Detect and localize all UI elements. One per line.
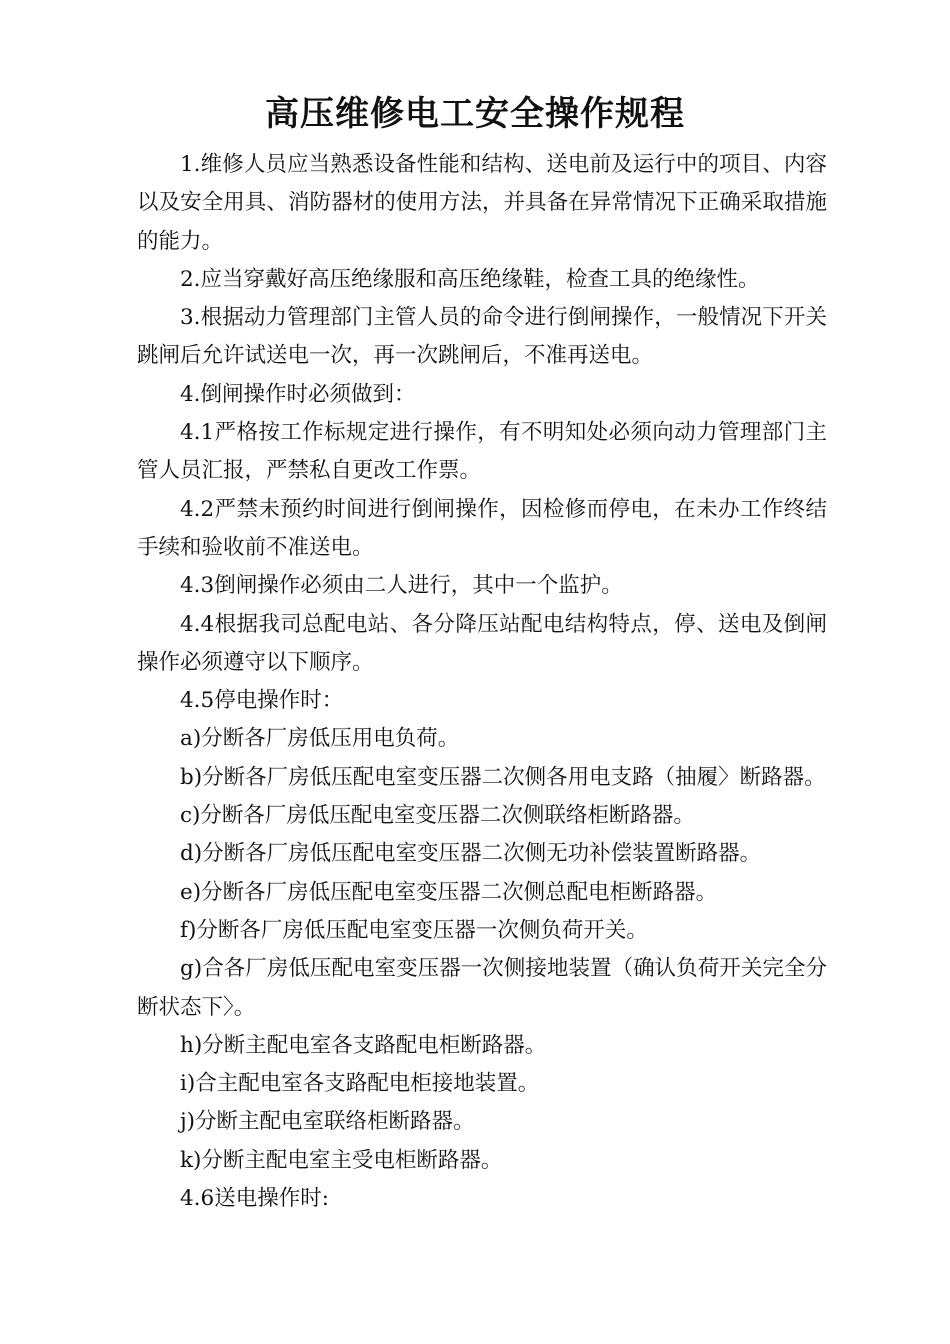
list-item-e: e)分断各厂房低压配电室变压器二次侧总配电柜断路器。	[180, 879, 718, 905]
list-item-b: b)分断各厂房低压配电室变压器二次侧各用电支路（抽履〉断路器。	[180, 764, 826, 790]
list-item-j: j)分断主配电室联络柜断路器。	[180, 1109, 475, 1135]
list-item-a: a)分断各厂房低压用电负荷。	[180, 726, 460, 752]
document-title: 高压维修电工安全操作规程	[265, 94, 685, 134]
paragraph-4-6: 4.6送电操作时:	[180, 1186, 329, 1212]
paragraph-4-3: 4.3倒闸操作必须由二人进行，其中一个监护。	[180, 573, 623, 599]
list-item-h: h)分断主配电室各支路配电柜断路器。	[180, 1032, 547, 1058]
list-item-d: d)分断各厂房低压配电室变压器二次侧无功补偿装置断路器。	[180, 841, 762, 867]
list-item-c: c)分断各厂房低压配电室变压器二次侧联络柜断路器。	[180, 803, 695, 829]
list-item-i: i)合主配电室各支路配电柜接地装置。	[180, 1071, 540, 1097]
paragraph-4-2: 4.2严禁未预约时间进行倒闸操作，因检修而停电，在未办工作终结手续和验收前不准送电。	[137, 496, 827, 560]
document-body	[137, 146, 827, 1218]
paragraph-4: 4.倒闸操作时必须做到：	[180, 381, 416, 407]
paragraph-4-1: 4.1严格按工作标规定进行操作，有不明知处必须向动力管理部门主管人员汇报，严禁私自更改工作票。	[137, 420, 827, 484]
paragraph-1: 1.维修人员应当熟悉设备性能和结构、送电前及运行中的项目、内容以及安全用具、消防器材的使用方法，并具备在异常情况下正确采取措施的能力。	[137, 152, 827, 254]
list-item-g: g)合各厂房低压配电室变压器一次侧接地装置（确认负荷开关完全分断状态下〉。	[137, 956, 827, 1020]
list-item-k: k)分断主配电室主受电柜断路器。	[180, 1147, 503, 1173]
paragraph-3: 3.根据动力管理部门主管人员的命令进行倒闸操作，一般情况下开关跳闸后允许试送电一次，再一次跳闸后，不准再送电。	[137, 305, 827, 369]
paragraph-4-4: 4.4根据我司总配电站、各分降压站配电结构特点，停、送电及倒闸操作必须遵守以下顺序。	[137, 611, 827, 675]
paragraph-4-5: 4.5停电操作时：	[180, 688, 344, 714]
list-item-f: f)分断各厂房低压配电室变压器一次侧负荷开关。	[180, 917, 648, 943]
paragraph-2: 2.应当穿戴好高压绝缘服和高压绝缘鞋，检查工具的绝缘性。	[180, 266, 760, 292]
